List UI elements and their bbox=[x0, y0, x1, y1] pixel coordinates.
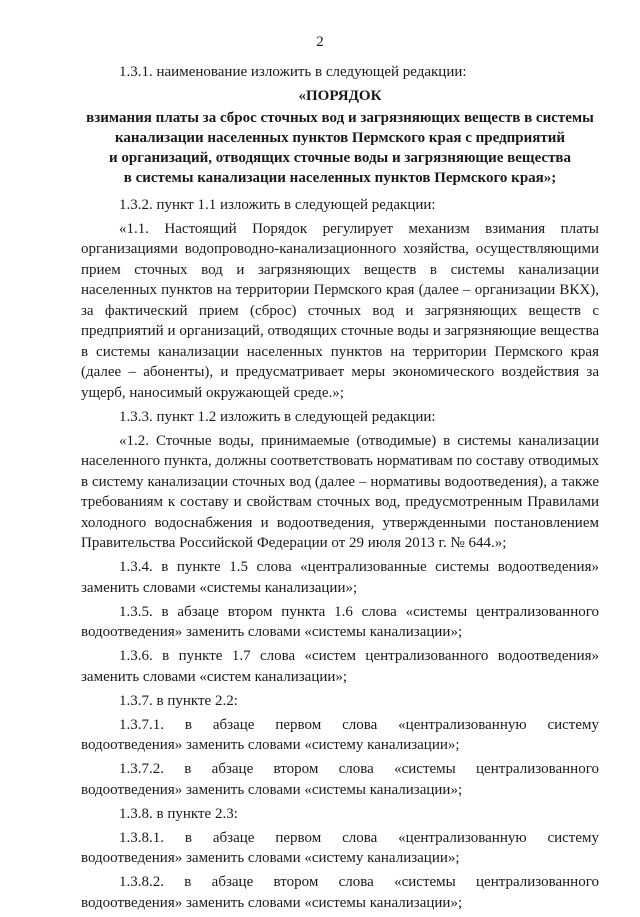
document-body bbox=[81, 62, 599, 917]
paragraph-1-3-8: 1.3.8. в пункте 2.3: bbox=[119, 805, 238, 822]
paragraph-1-3-8-1: 1.3.8.1. в абзаце первом слова «централизованную систему водоотведения» заменить словами «систему канализации»; bbox=[81, 829, 599, 866]
paragraph-1-3-7: 1.3.7. в пункте 2.2: bbox=[119, 692, 238, 709]
page-number: 2 bbox=[316, 34, 324, 50]
paragraph-1-3-3: 1.3.3. пункт 1.2 изложить в следующей редакции: bbox=[119, 408, 436, 425]
paragraph-1-3-8-2: 1.3.8.2. в абзаце втором слова «системы централизованного водоотведения» заменить словами «системы канализации»; bbox=[81, 874, 599, 911]
paragraph-1-3-1: 1.3.1. наименование изложить в следующей редакции: bbox=[119, 64, 467, 80]
order-title-word: «ПОРЯДОК bbox=[298, 87, 382, 104]
order-title bbox=[81, 88, 599, 186]
order-title-line-3: и организаций, отводящих сточные воды и загрязняющие вещества bbox=[108, 149, 572, 166]
paragraph-1-1: «1.1. Настоящий Порядок регулирует механизм взимания платы организациями водопроводно-канализационного хозяйства, осуществляющими прием сточных вод и загрязняющих веществ в системы канализации населенных пунктов на территории Пермского края (далее – организации ВКХ), за фактический прием (сброс) сточных вод и загрязняющих веществ с предприятий и организаций, отводящих сточные воды и загрязняющие вещества в системы канализации населенных пунктов на территории Пермского края (далее – абоненты), и предусматривает меры экономического воздействия за ущерб, наносимый окружающей среде.»; bbox=[81, 220, 599, 401]
paragraph-1-3-6: 1.3.6. в пункте 1.7 слова «систем централизованного водоотведения» заменить словами «систем канализации»; bbox=[81, 648, 599, 685]
paragraph-1-2: «1.2. Сточные воды, принимаемые (отводимые) в системы канализации населенного пункта, должны соответствовать нормативам по составу отводимых в систему канализации сточных вод (далее – нормативы водоотведения), а также требованиям к составу и свойствам сточных вод, предусмотренным Правилами холодного водоснабжения и водоотведения, утвержденными постановлением Правительства Российской Федерации от 29 июля 2013 г. № 644.»; bbox=[81, 432, 599, 551]
paragraph-1-3-2: 1.3.2. пункт 1.1 изложить в следующей редакции: bbox=[119, 196, 436, 213]
order-title-line-2: канализации населенных пунктов Пермского края с предприятий bbox=[114, 129, 566, 146]
paragraph-1-3-7-2: 1.3.7.2. в абзаце втором слова «системы централизованного водоотведения» заменить словами «системы канализации»; bbox=[81, 761, 599, 798]
paragraph-1-3-4: 1.3.4. в пункте 1.5 слова «централизованные системы водоотведения» заменить словами «системы канализации»; bbox=[81, 559, 599, 596]
paragraph-1-3-7-1: 1.3.7.1. в абзаце первом слова «централизованную систему водоотведения» заменить словами «систему канализации»; bbox=[81, 716, 599, 753]
paragraph-1-3-5: 1.3.5. в абзаце втором пункта 1.6 слова «системы централизованного водоотведения» заменить словами «системы канализации»; bbox=[81, 603, 599, 640]
order-title-line-4: в системы канализации населенных пунктов Пермского края»; bbox=[123, 169, 557, 186]
order-title-line-1: взимания платы за сброс сточных вод и загрязняющих веществ в системы bbox=[86, 109, 594, 126]
